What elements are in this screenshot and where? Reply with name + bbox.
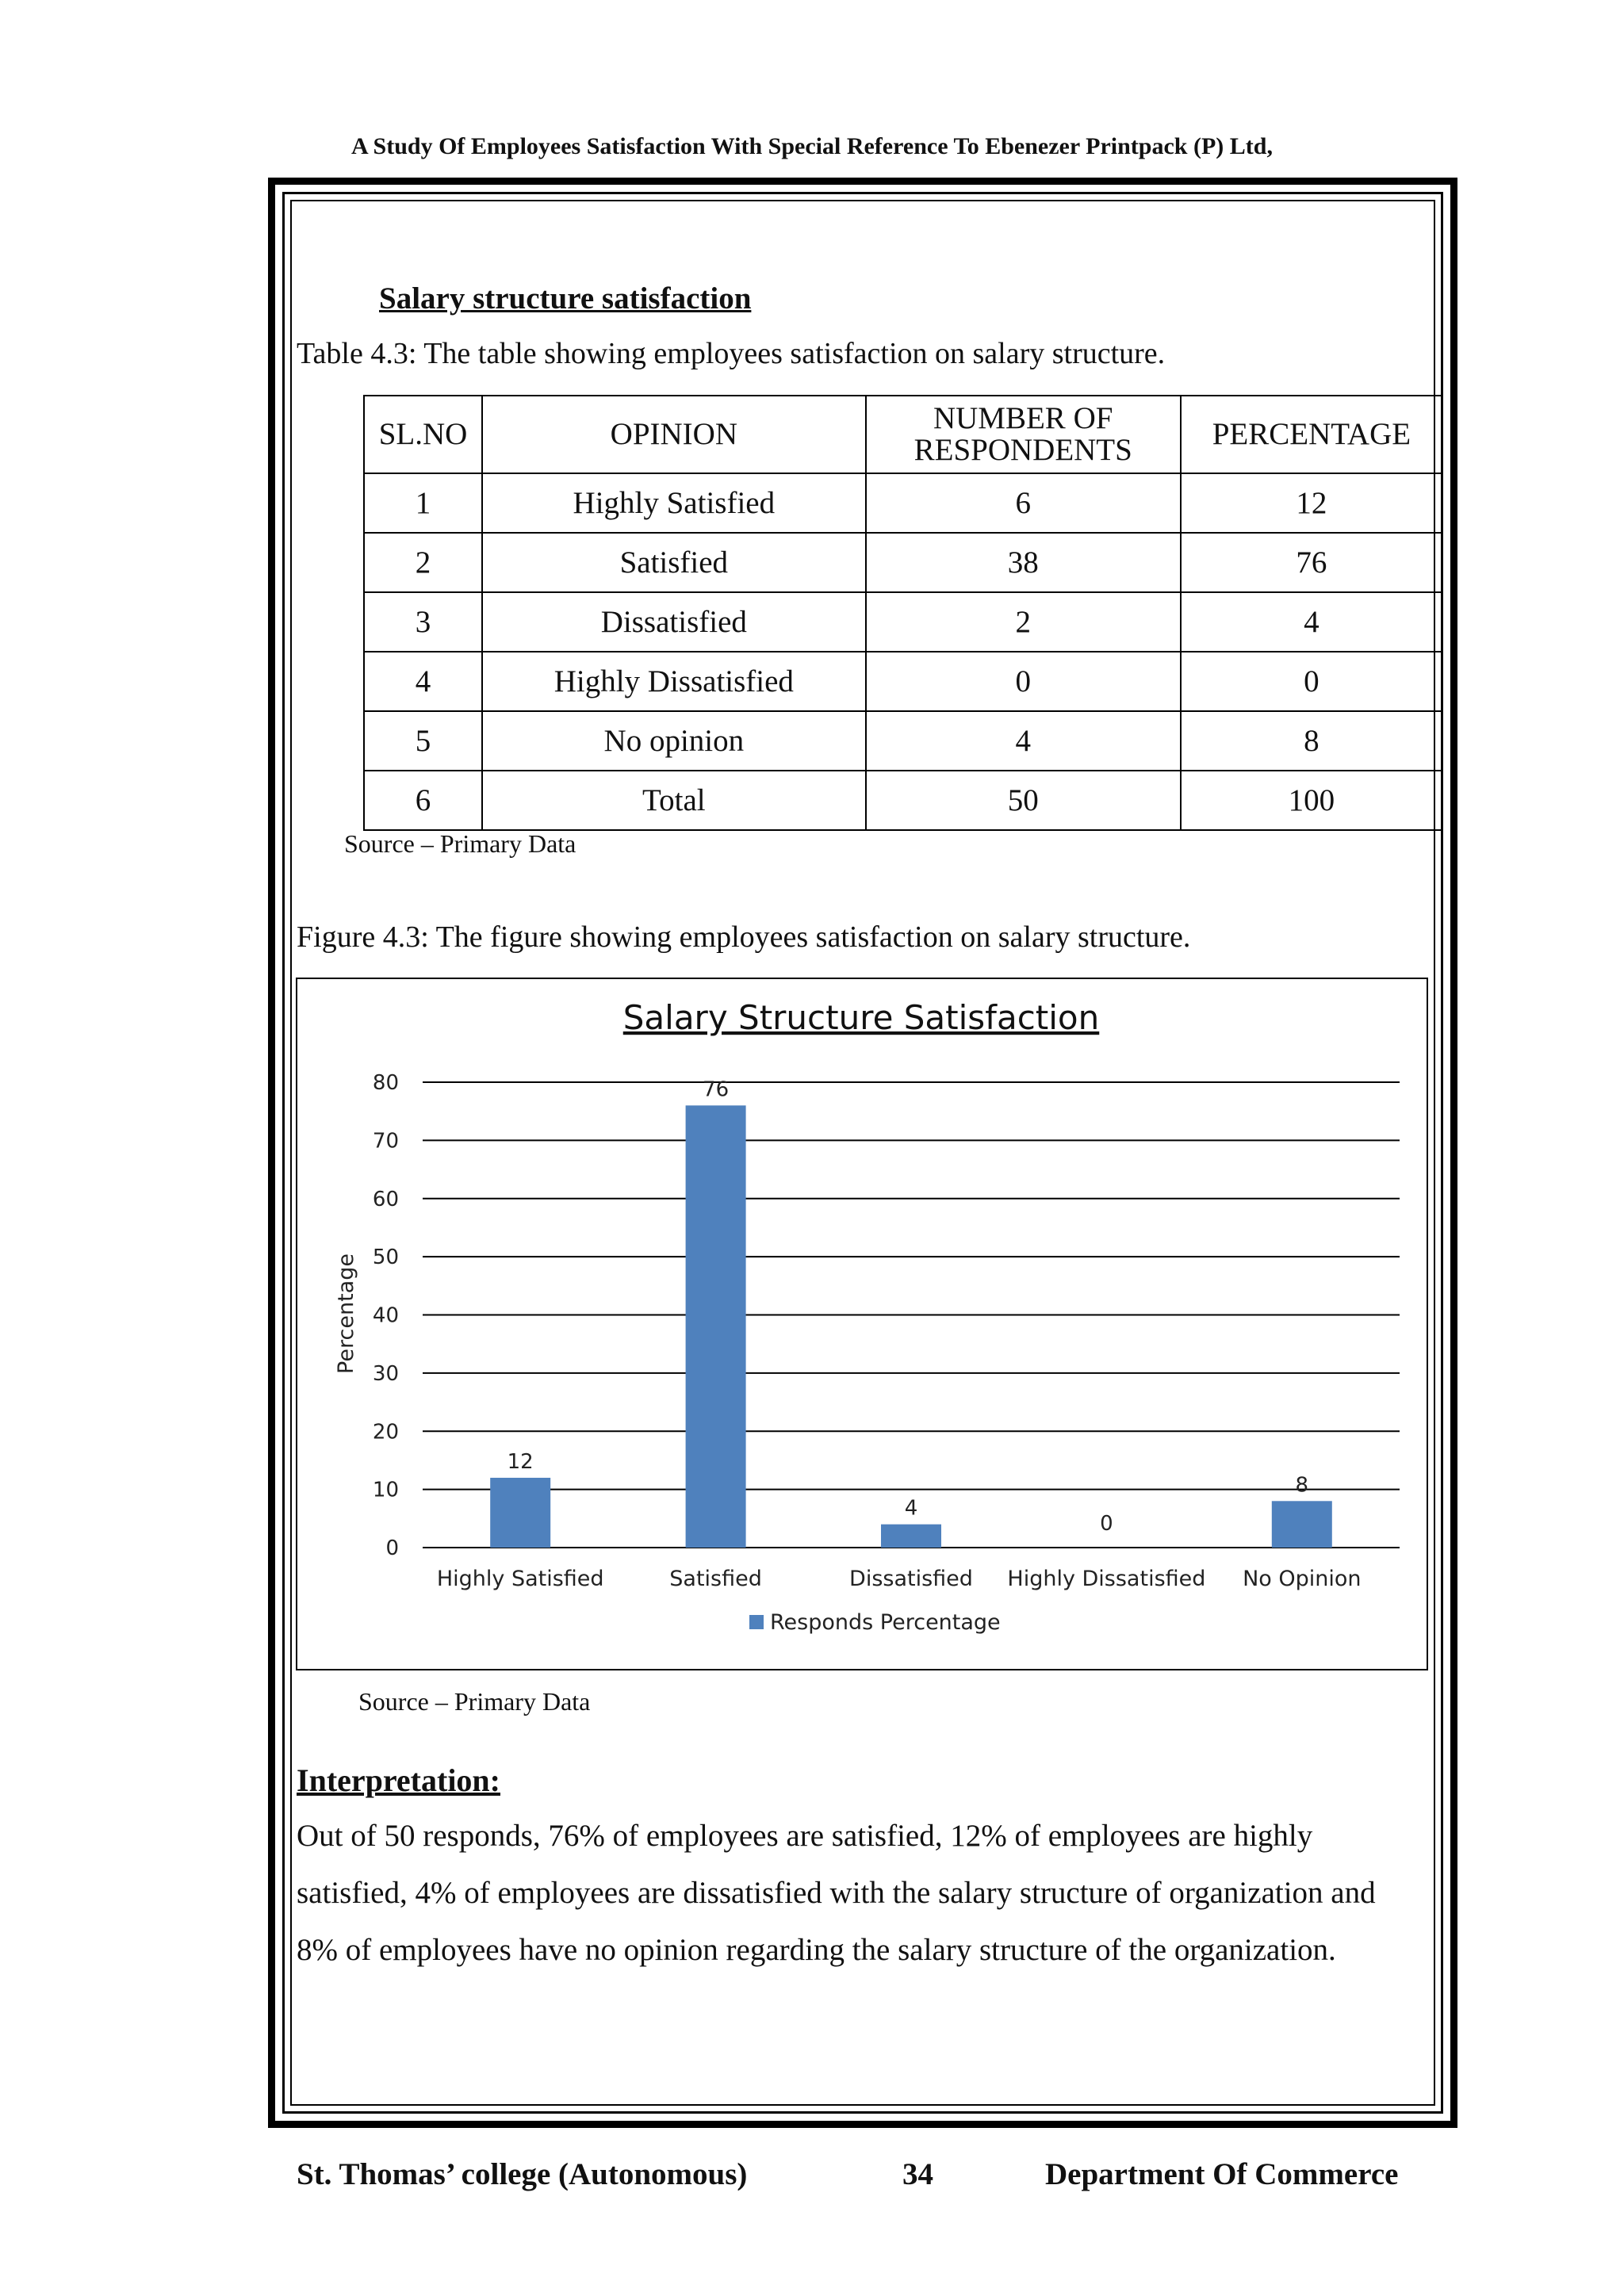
- bars: [490, 1105, 1332, 1548]
- interpretation-title: Interpretation:: [297, 1762, 500, 1798]
- bar-chart: [297, 979, 1427, 1669]
- cell-slno: 4: [364, 652, 482, 711]
- y-axis-ticks: [373, 1071, 399, 1560]
- table-row: [364, 473, 1442, 533]
- cell-respondents: 6: [866, 473, 1181, 533]
- x-category-label: Satisfied: [669, 1567, 762, 1591]
- data-label: 12: [507, 1449, 534, 1474]
- cell-respondents: 38: [866, 533, 1181, 592]
- cell-slno: 6: [364, 771, 482, 830]
- cell-opinion: Satisfied: [482, 533, 866, 592]
- y-tick-label: 70: [372, 1129, 399, 1154]
- cell-percentage: 100: [1181, 771, 1442, 830]
- bar: [881, 1525, 941, 1548]
- header-respondents: NUMBER OF RESPONDENTS: [866, 396, 1181, 473]
- header-opinion: OPINION: [482, 396, 866, 473]
- footer-college: St. Thomas’ college (Autonomous): [297, 2157, 748, 2191]
- y-tick-label: 20: [372, 1420, 399, 1445]
- cell-percentage: 76: [1181, 533, 1442, 592]
- footer-page-number: 34: [902, 2157, 933, 2191]
- cell-percentage: 8: [1181, 711, 1442, 771]
- satisfaction-table: [363, 395, 1443, 831]
- cell-respondents: 50: [866, 771, 1181, 830]
- footer-department: Department Of Commerce: [1045, 2157, 1399, 2191]
- cell-percentage: 12: [1181, 473, 1442, 533]
- chart-container: [296, 978, 1428, 1670]
- legend: [749, 1610, 1001, 1635]
- x-axis-categories: [437, 1567, 1362, 1591]
- cell-opinion: Total: [482, 771, 866, 830]
- interpretation-text: Out of 50 responds, 76% of employees are satisfied, 12% of employees are highly satisfied, 4% of employees are dissatisfied with the salary structure of organization and 8% of employees have no opinion regarding the salary structure of the organization.: [297, 1819, 1376, 1967]
- legend-swatch: [749, 1615, 764, 1629]
- y-tick-label: 60: [372, 1187, 399, 1211]
- x-category-label: No Opinion: [1243, 1567, 1362, 1591]
- table-row: [364, 711, 1442, 771]
- running-header: A Study Of Employees Satisfaction With Special Reference To Ebenezer Printpack (P) Ltd,: [351, 133, 1273, 159]
- cell-opinion: Highly Satisfied: [482, 473, 866, 533]
- cell-slno: 2: [364, 533, 482, 592]
- data-label: 0: [1100, 1512, 1113, 1536]
- y-axis-label: Percentage: [334, 1253, 358, 1374]
- table-caption: Table 4.3: The table showing employees satisfaction on salary structure.: [297, 337, 1166, 370]
- y-tick-label: 40: [372, 1303, 399, 1328]
- cell-opinion: Highly Dissatisfied: [482, 652, 866, 711]
- cell-slno: 5: [364, 711, 482, 771]
- figure-source: Source – Primary Data: [358, 1687, 591, 1716]
- x-category-label: Highly Dissatisfied: [1007, 1567, 1206, 1591]
- x-category-label: Dissatisfied: [849, 1567, 973, 1591]
- cell-percentage: 0: [1181, 652, 1442, 711]
- cell-percentage: 4: [1181, 592, 1442, 652]
- data-label: 8: [1295, 1473, 1309, 1498]
- bar: [1272, 1501, 1332, 1548]
- cell-opinion: Dissatisfied: [482, 592, 866, 652]
- cell-opinion: No opinion: [482, 711, 866, 771]
- y-tick-label: 50: [372, 1246, 399, 1270]
- cell-respondents: 0: [866, 652, 1181, 711]
- figure-caption: Figure 4.3: The figure showing employees satisfaction on salary structure.: [297, 920, 1191, 954]
- legend-label: Responds Percentage: [770, 1610, 1001, 1635]
- section-title: Salary structure satisfaction: [379, 281, 752, 316]
- header-slno: SL.NO: [364, 396, 482, 473]
- chart-title: Salary Structure Satisfaction: [622, 998, 1100, 1037]
- cell-respondents: 2: [866, 592, 1181, 652]
- table-row-total: [364, 771, 1442, 830]
- table-source: Source – Primary Data: [344, 829, 576, 858]
- data-label: 76: [703, 1077, 730, 1102]
- header-percentage: PERCENTAGE: [1181, 396, 1442, 473]
- x-category-label: Highly Satisfied: [436, 1567, 604, 1591]
- bar: [686, 1105, 746, 1548]
- y-tick-label: 30: [372, 1361, 399, 1386]
- cell-slno: 3: [364, 592, 482, 652]
- table-header-row: [364, 396, 1442, 473]
- table-row: [364, 652, 1442, 711]
- y-tick-label: 80: [372, 1071, 399, 1095]
- data-label: 4: [904, 1496, 918, 1521]
- data-labels: [508, 1077, 1308, 1536]
- grid-lines: [423, 1082, 1400, 1548]
- cell-respondents: 4: [866, 711, 1181, 771]
- table-row: [364, 592, 1442, 652]
- y-tick-label: 0: [385, 1536, 399, 1560]
- table-row: [364, 533, 1442, 592]
- bar: [490, 1478, 550, 1548]
- y-tick-label: 10: [372, 1478, 399, 1502]
- cell-slno: 1: [364, 473, 482, 533]
